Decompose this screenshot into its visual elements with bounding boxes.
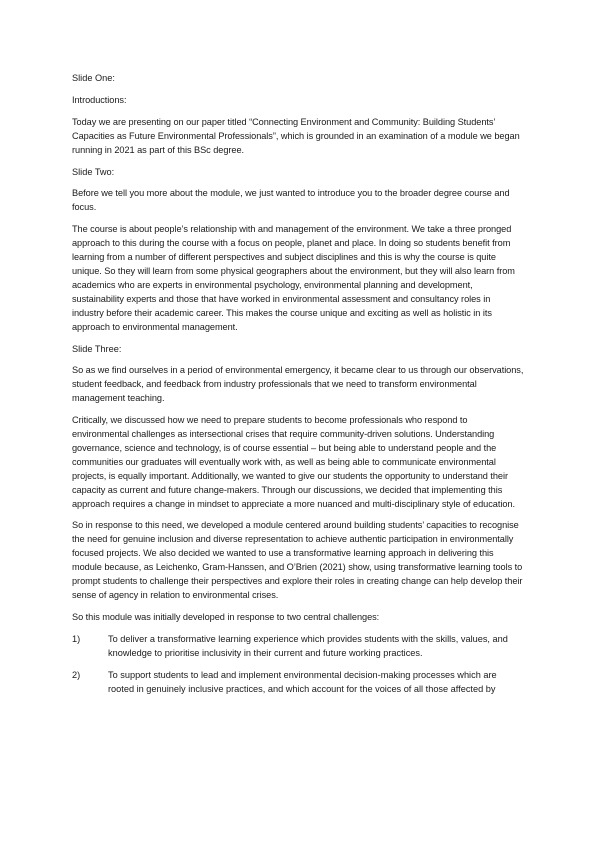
document-page <box>72 72 524 704</box>
slide-three-paragraph-2: Critically, we discussed how we need to prepare students to become professionals who respond to environmental challenges as intersectional crises that require community-driven solutions. Understanding governance, science and technology, is of course essential – but being able to understand people and the communities our graduates will eventually work with, as well as being able to communicate environmental projects, is equally important. Additionally, we wanted to give our students the opportunity to understand their capacity as current and future change-makers. Through our discussions, we decided that implementing this approach requires a change in mindset to appreciate a more nuanced and multi-disciplinary style of education. <box>72 415 515 509</box>
slide-two-paragraph-2: The course is about people’s relationship with and management of the environment. We take a three pronged approach to this during the course with a focus on people, planet and place. In doing so students benefit from learning from a number of different perspectives and subject disciplines and this is why the course is quite unique. So they will learn from some physical geographers about the environment, but they will also learn from academics who are experts in environmental psychology, environmental planning and development, sustainability experts and those that have worked in environmental assessment and consultancy roles in industry before their academic career. This makes the course unique and exciting as well as holistic in its approach to environmental management. <box>72 224 515 332</box>
slide-one-paragraph: Today we are presenting on our paper titled “Connecting Environment and Community: Building Students’ Capacities as Future Environmental Professionals”, which is grounded in an examination of a module we began running in 2021 as part of this BSc degree. <box>72 116 520 155</box>
list-item-number: 1) <box>72 633 81 644</box>
slide-one-heading: Slide One: <box>72 73 115 83</box>
list-item-text: To support students to lead and implement environmental decision-making processes which are rooted in genuinely inclusive practices, and which account for the voices of all those affected by <box>108 669 497 694</box>
list-item-number: 2) <box>72 669 81 680</box>
list-item <box>72 633 524 661</box>
list-item <box>72 669 524 697</box>
introductions-label: Introductions: <box>72 94 127 105</box>
slide-three-heading: Slide Three: <box>72 343 122 354</box>
slide-two-paragraph-1: Before we tell you more about the module, we just wanted to introduce you to the broader degree course and focus. <box>72 188 510 213</box>
slide-two-heading: Slide Two: <box>72 166 115 177</box>
list-item-text: To deliver a transformative learning experience which provides students with the skills, values, and knowledge to prioritise inclusivity in their current and future working practices. <box>108 633 508 658</box>
slide-three-paragraph-3: So in response to this need, we developed a module centered around building students’ capacities to recognise the need for genuine inclusion and diverse representation to achieve authentic participation in environmentally focused projects. We also decided we wanted to use a transformative learning approach in delivering this module because, as Leichenko, Gram-Hanssen, and O’Brien (2021) show, using transformative learning tools to prompt students to challenge their perspectives and explore their roles in creating change can help develop their sense of agency in relation to environmental crises. <box>72 520 523 600</box>
slide-three-paragraph-4: So this module was initially developed in response to two central challenges: <box>72 611 380 622</box>
slide-three-paragraph-1: So as we find ourselves in a period of environmental emergency, it became clear to us through our observations, student feedback, and feedback from industry professionals that we need to transform environmental management teaching. <box>72 365 524 404</box>
